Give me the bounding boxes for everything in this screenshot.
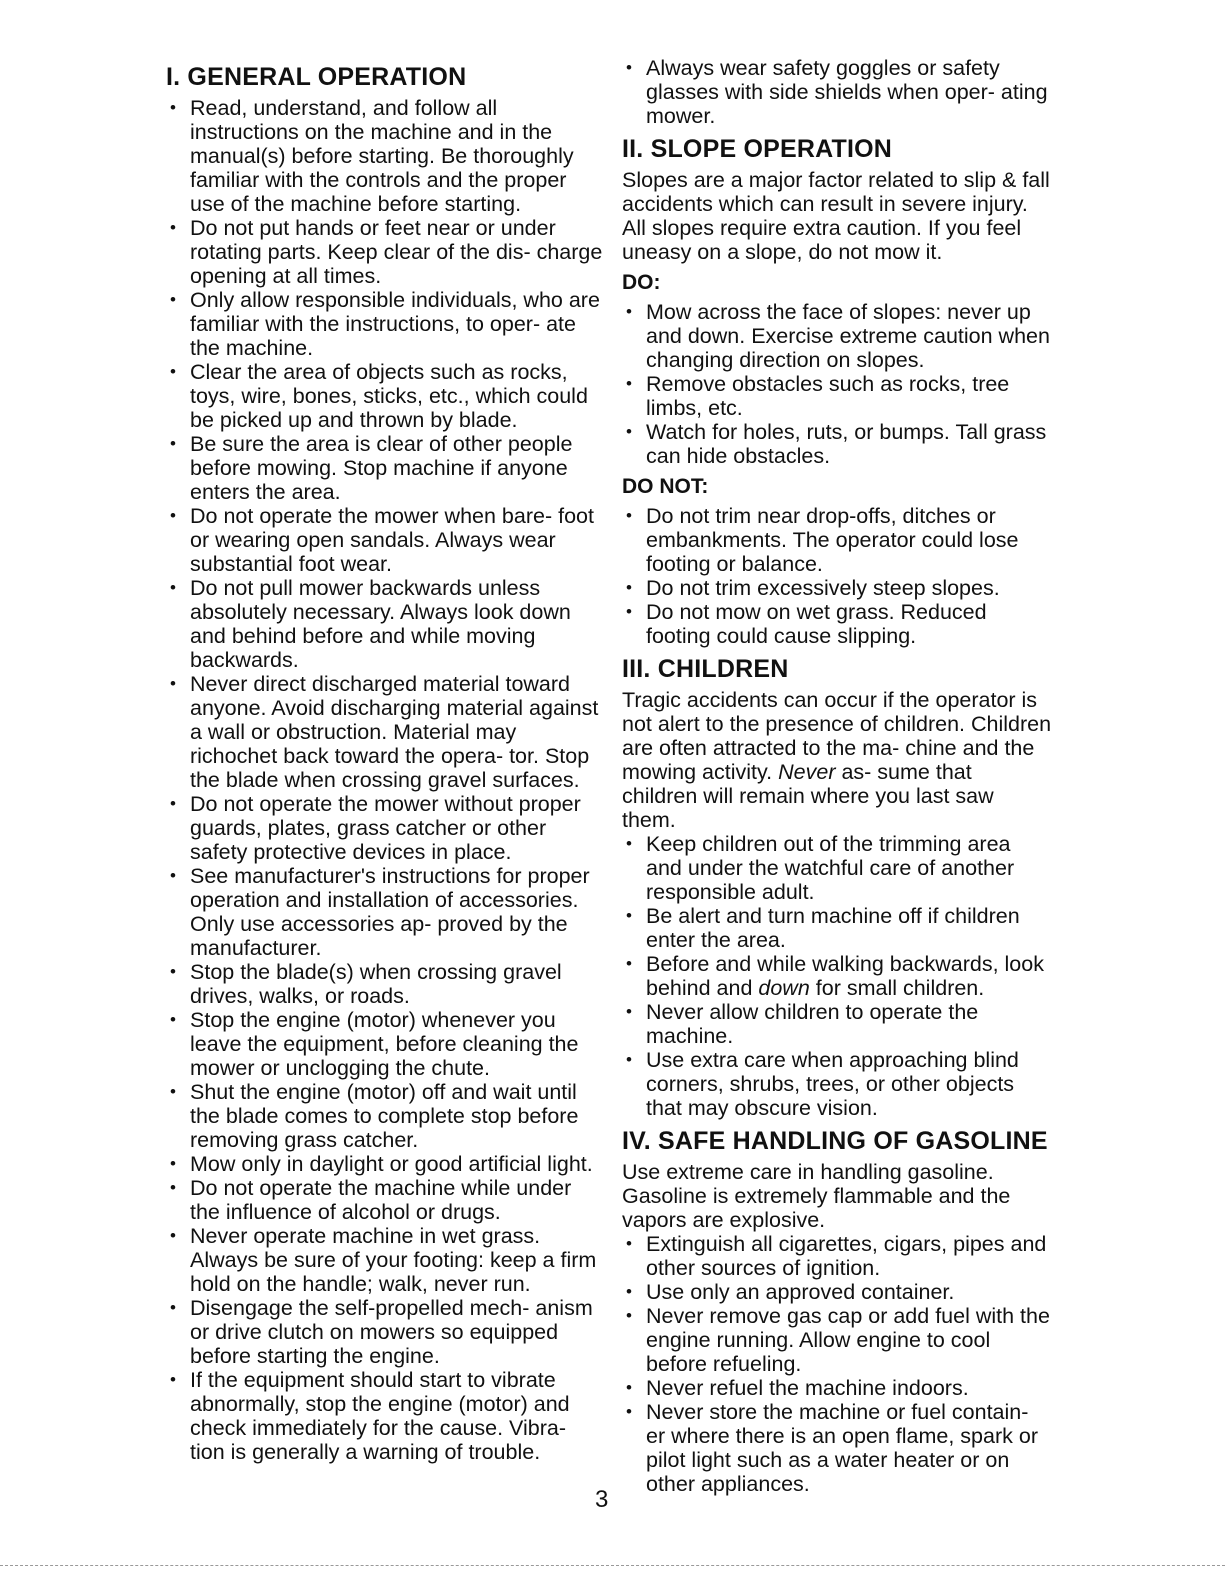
list-item: • Do not trim excessively steep slopes. (626, 576, 1000, 600)
bullet-icon: • (626, 834, 632, 853)
list-item: • Mow across the face of slopes: never up and down. Exercise extreme caution when changing direction on slopes. (626, 300, 1050, 372)
left-column (166, 56, 606, 1464)
do-heading: DO: (622, 271, 661, 294)
list-item: • Use only an approved container. (626, 1280, 955, 1304)
general-operation-continued-list (622, 56, 1052, 128)
list-item: • If the equipment should start to vibrate abnormally, stop the engine (motor) and check immediately for the cause. Vibra- tion is generally a warning of trouble. (170, 1368, 570, 1464)
bullet-icon: • (626, 1002, 632, 1021)
bullet-icon: • (626, 1402, 632, 1421)
gasoline-intro: Use extreme care in handling gasoline. Gasoline is extremely flammable and the vapors are explosive. (622, 1160, 1011, 1232)
list-item: • Stop the blade(s) when crossing gravel drives, walks, or roads. (170, 960, 562, 1008)
list-item: • Be alert and turn machine off if children enter the area. (626, 904, 1020, 952)
list-item: • Always wear safety goggles or safety glasses with side shields when oper- ating mower. (626, 56, 1048, 128)
bullet-icon: • (170, 434, 176, 453)
bullet-icon: • (626, 1050, 632, 1069)
section-heading-children: III. CHILDREN (622, 655, 789, 683)
do-not-heading: DO NOT: (622, 475, 709, 498)
list-item: • Never allow children to operate the machine. (626, 1000, 979, 1048)
bullet-icon: • (170, 794, 176, 813)
bullet-icon: • (626, 422, 632, 441)
list-item: • Extinguish all cigarettes, cigars, pipes and other sources of ignition. (626, 1232, 1047, 1280)
bullet-icon: • (170, 1082, 176, 1101)
children-intro: Tragic accidents can occur if the operator is not alert to the presence of children. Children are often attracted to the ma- chine and the mowing activity. Never as- sume that children will remain where you last saw them. (622, 688, 1052, 832)
list-item: • Remove obstacles such as rocks, tree limbs, etc. (626, 372, 1010, 420)
list-item: • Do not pull mower backwards unless absolutely necessary. Always look down and behind before and while moving backwards. (170, 576, 571, 672)
list-item: • Be sure the area is clear of other people before mowing. Stop machine if anyone enters the area. (170, 432, 573, 504)
list-item: • Read, understand, and follow all instructions on the machine and in the manual(s) before starting. Be thoroughly familiar with the controls and the proper use of the machine before starting. (170, 96, 574, 216)
list-item: • Do not mow on wet grass. Reduced footing could cause slipping. (626, 600, 987, 648)
bullet-icon: • (626, 1378, 632, 1397)
slope-intro: Slopes are a major factor related to slip & fall accidents which can result in severe injury. All slopes require extra caution. If you feel uneasy on a slope, do not mow it. (622, 168, 1050, 264)
bullet-icon: • (626, 602, 632, 621)
bullet-icon: • (626, 302, 632, 321)
list-item: • Never remove gas cap or add fuel with the engine running. Allow engine to cool before refueling. (626, 1304, 1050, 1376)
section-heading-slope-operation: II. SLOPE OPERATION (622, 135, 893, 163)
list-item: • See manufacturer's instructions for proper operation and installation of accessories. Only use accessories ap- proved by the manufacturer. (170, 864, 590, 960)
children-list (622, 832, 1052, 1120)
section-heading-gasoline: IV. SAFE HANDLING OF GASOLINE (622, 1127, 1048, 1155)
right-column (622, 56, 1052, 1496)
list-item: • Mow only in daylight or good artificial light. (170, 1152, 593, 1176)
bullet-icon: • (170, 962, 176, 981)
bullet-icon: • (170, 674, 176, 693)
bullet-icon: • (170, 1010, 176, 1029)
list-item: • Keep children out of the trimming area and under the watchful care of another responsible adult. (626, 832, 1015, 904)
bullet-icon: • (170, 578, 176, 597)
bullet-icon: • (170, 218, 176, 237)
list-item: • Only allow responsible individuals, who are familiar with the instructions, to oper- ate the machine. (170, 288, 600, 360)
list-item: • Do not operate the mower when bare- foot or wearing open sandals. Always wear substantial foot wear. (170, 504, 594, 576)
bullet-icon: • (170, 1178, 176, 1197)
bullet-icon: • (170, 290, 176, 309)
bullet-icon: • (626, 954, 632, 973)
gasoline-list (622, 1232, 1052, 1496)
bullet-icon: • (170, 866, 176, 885)
bullet-icon: • (626, 506, 632, 525)
general-operation-list (166, 96, 606, 1464)
bullet-icon: • (626, 1282, 632, 1301)
list-item: • Stop the engine (motor) whenever you leave the equipment, before cleaning the mower or unclogging the chute. (170, 1008, 579, 1080)
list-item: • Use extra care when approaching blind corners, shrubs, trees, or other objects that may obscure vision. (626, 1048, 1019, 1120)
bullet-icon: • (170, 1226, 176, 1245)
list-item: • Never operate machine in wet grass. Always be sure of your footing: keep a firm hold on the handle; walk, never run. (170, 1224, 597, 1296)
bullet-icon: • (626, 374, 632, 393)
list-item: • Do not put hands or feet near or under rotating parts. Keep clear of the dis- charge opening at all times. (170, 216, 603, 288)
list-item: • Do not trim near drop-offs, ditches or embankments. The operator could lose footing or balance. (626, 504, 1019, 576)
bottom-divider (0, 1565, 1225, 1566)
do-not-list (622, 504, 1052, 648)
bullet-icon: • (170, 98, 176, 117)
bullet-icon: • (626, 578, 632, 597)
list-item: • Before and while walking backwards, look behind and down for small children. (626, 952, 1044, 1000)
bullet-icon: • (626, 906, 632, 925)
list-item: • Do not operate the mower without proper guards, plates, grass catcher or other safety protective devices in place. (170, 792, 581, 864)
bullet-icon: • (170, 506, 176, 525)
list-item: • Watch for holes, ruts, or bumps. Tall grass can hide obstacles. (626, 420, 1047, 468)
bullet-icon: • (626, 1306, 632, 1325)
list-item: • Never refuel the machine indoors. (626, 1376, 969, 1400)
bullet-icon: • (626, 1234, 632, 1253)
page-number: 3 (595, 1486, 609, 1513)
list-item: • Never direct discharged material toward anyone. Avoid discharging material against a wall or obstruction. Material may richochet back toward the opera- tor. Stop the blade when crossing gravel surfaces. (170, 672, 599, 792)
bullet-icon: • (170, 362, 176, 381)
section-heading-general-operation: I. GENERAL OPERATION (166, 63, 467, 91)
list-item: • Never store the machine or fuel contain- er where there is an open flame, spark or pilot light such as a water heater or on other appliances. (626, 1400, 1038, 1496)
list-item: • Disengage the self-propelled mech- anism or drive clutch on mowers so equipped before starting the engine. (170, 1296, 593, 1368)
bullet-icon: • (170, 1154, 176, 1173)
bullet-icon: • (170, 1298, 176, 1317)
do-list (622, 300, 1052, 468)
list-item: • Do not operate the machine while under the influence of alcohol or drugs. (170, 1176, 572, 1224)
bullet-icon: • (170, 1370, 176, 1389)
bullet-icon: • (626, 58, 632, 77)
list-item: • Clear the area of objects such as rocks, toys, wire, bones, sticks, etc., which could be picked up and thrown by blade. (170, 360, 588, 432)
list-item: • Shut the engine (motor) off and wait until the blade comes to complete stop before removing grass catcher. (170, 1080, 579, 1152)
